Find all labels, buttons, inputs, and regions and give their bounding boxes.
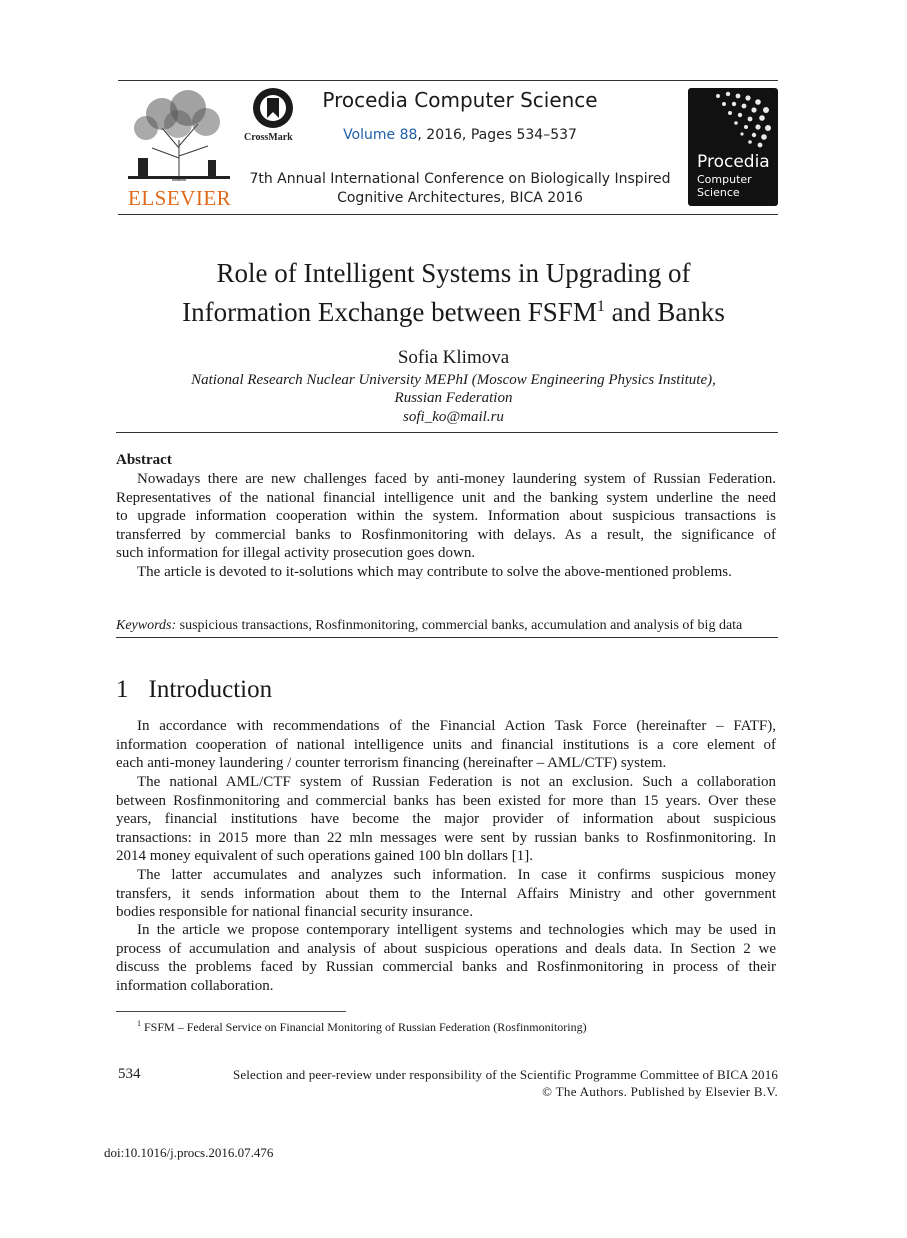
intro-line: process of accumulation and analysis of about suspicious operations and deals data. In Section 2 we — [116, 940, 776, 957]
intro-paragraph-2 — [116, 773, 776, 866]
footnote-rule — [116, 1011, 346, 1012]
intro-line: each anti-money laundering / counter terrorism financing (hereinafter – AML/CTF) system. — [116, 755, 667, 772]
title-text-end: and Banks — [604, 297, 725, 327]
footer-line-1: Selection and peer-review under responsibility of the Scientific Programme Committee of BICA 2016 — [233, 1067, 778, 1082]
paper-title-line-1: Role of Intelligent Systems in Upgrading of — [216, 258, 691, 288]
keywords-label: Keywords: — [116, 618, 177, 633]
conference-line-2: Cognitive Architectures, BICA 2016 — [337, 190, 583, 206]
title-text: Information Exchange between FSFM — [182, 297, 597, 327]
title-footnote-mark[interactable]: 1 — [596, 298, 605, 315]
elsevier-logo — [122, 88, 236, 210]
intro-line: transfers, it sends information about them to the Internal Affairs Ministry and other government — [116, 885, 776, 902]
conference-line-1: 7th Annual International Conference on Biologically Inspired — [249, 171, 671, 187]
intro-line: The national AML/CTF system of Russian Federation is not an exclusion. Such a collaboration — [137, 774, 776, 790]
footnote-text: FSFM – Federal Service on Financial Monitoring of Russian Federation (Rosfinmonitoring) — [141, 1020, 587, 1034]
procedia-logo-sub1: Computer — [697, 173, 752, 186]
intro-line: between Rosfinmonitoring and commercial banks has been existed for more than 15 years. Over these — [116, 792, 776, 809]
intro-line: The latter accumulates and analyzes such information. In case it confirms suspicious money — [137, 867, 776, 883]
paper-title-line-2 — [80, 290, 827, 329]
header-top-rule — [118, 80, 778, 81]
author-email[interactable]: sofi_ko@mail.ru — [403, 409, 504, 425]
abstract-heading: Abstract — [116, 452, 172, 468]
section-title: Introduction — [148, 676, 273, 703]
affiliation-line-1: National Research Nuclear University MEPhI (Moscow Engineering Physics Institute), — [191, 372, 716, 388]
author-name: Sofia Klimova — [397, 347, 510, 368]
volume-link[interactable]: Volume 88 — [343, 127, 418, 143]
intro-line: bodies responsible for national financial security insurance. — [116, 904, 473, 921]
intro-line: years, financial institutions have become the major provider of information about suspicious — [116, 811, 776, 828]
footnote-mark: 1 — [137, 1019, 141, 1028]
volume-info — [310, 127, 610, 143]
keywords — [116, 618, 778, 634]
footnote — [137, 1019, 587, 1035]
intro-line: discuss the problems faced by Russian commercial banks and Rosfinmonitoring in process of their — [116, 959, 776, 976]
keywords-text: suspicious transactions, Rosfinmonitoring, commercial banks, accumulation and analysis of big data — [176, 618, 743, 633]
intro-line: 2014 money equivalent of such operations gained 100 bln dollars [1]. — [116, 848, 533, 865]
abstract-top-rule — [116, 432, 778, 433]
elsevier-wordmark: ELSEVIER — [128, 186, 232, 210]
intro-paragraph-3 — [116, 866, 776, 922]
section-number: 1 — [116, 676, 129, 703]
crossmark-icon — [248, 86, 298, 130]
doi[interactable]: doi:10.1016/j.procs.2016.07.476 — [104, 1145, 274, 1160]
intro-line: transactions: in 2015 more than 22 mln messages were sent by russian banks to Rosfinmonitoring. In — [116, 829, 776, 846]
abstract-line: transferred by commercial banks to Rosfinmonitoring with delays. As a result, the significance of — [116, 526, 776, 543]
section-heading — [116, 676, 272, 704]
elsevier-tree-icon — [122, 88, 236, 184]
intro-line: In accordance with recommendations of the Financial Action Task Force (hereinafter – FATF), — [137, 718, 776, 734]
procedia-logo-sub2: Science — [697, 186, 740, 199]
intro-paragraph-4 — [116, 921, 776, 995]
abstract-paragraph-1 — [116, 470, 776, 563]
journal-title[interactable]: Procedia Computer Science — [322, 88, 598, 112]
procedia-logo-title: Procedia — [697, 152, 770, 172]
procedia-dots-icon — [688, 88, 778, 152]
page-number: 534 — [118, 1066, 141, 1082]
abstract-paragraph-2 — [116, 563, 776, 582]
intro-line: information cooperation of national intelligence units and financial institutions is a core element of — [116, 736, 776, 753]
intro-paragraph-1 — [116, 717, 776, 773]
crossmark-badge[interactable] — [244, 86, 304, 146]
abstract-line: The article is devoted to it-solutions which may contribute to solve the above-mentioned problems. — [137, 564, 732, 580]
header-bottom-rule — [118, 214, 778, 215]
abstract-line: such information for illegal activity prosecution goes down. — [116, 545, 476, 562]
volume-pages: , 2016, Pages 534–537 — [417, 127, 577, 143]
procedia-logo — [688, 88, 778, 206]
affiliation-line-2: Russian Federation — [394, 390, 513, 406]
abstract-line: Nowadays there are new challenges faced by anti-money laundering system of Russian Federation. — [137, 471, 776, 487]
intro-line: In the article we propose contemporary intelligent systems and technologies which may be used in — [137, 922, 776, 938]
intro-line: information collaboration. — [116, 977, 274, 994]
keywords-bottom-rule — [116, 637, 778, 638]
crossmark-label: CrossMark — [244, 132, 293, 143]
abstract-line: to upgrade information cooperation within the system. Information about suspicious transactions is — [116, 508, 776, 525]
footer-line-2: © The Authors. Published by Elsevier B.V. — [542, 1084, 778, 1099]
abstract-line: Representatives of the national financial intelligence unit and the banking system underline the need — [116, 489, 776, 506]
